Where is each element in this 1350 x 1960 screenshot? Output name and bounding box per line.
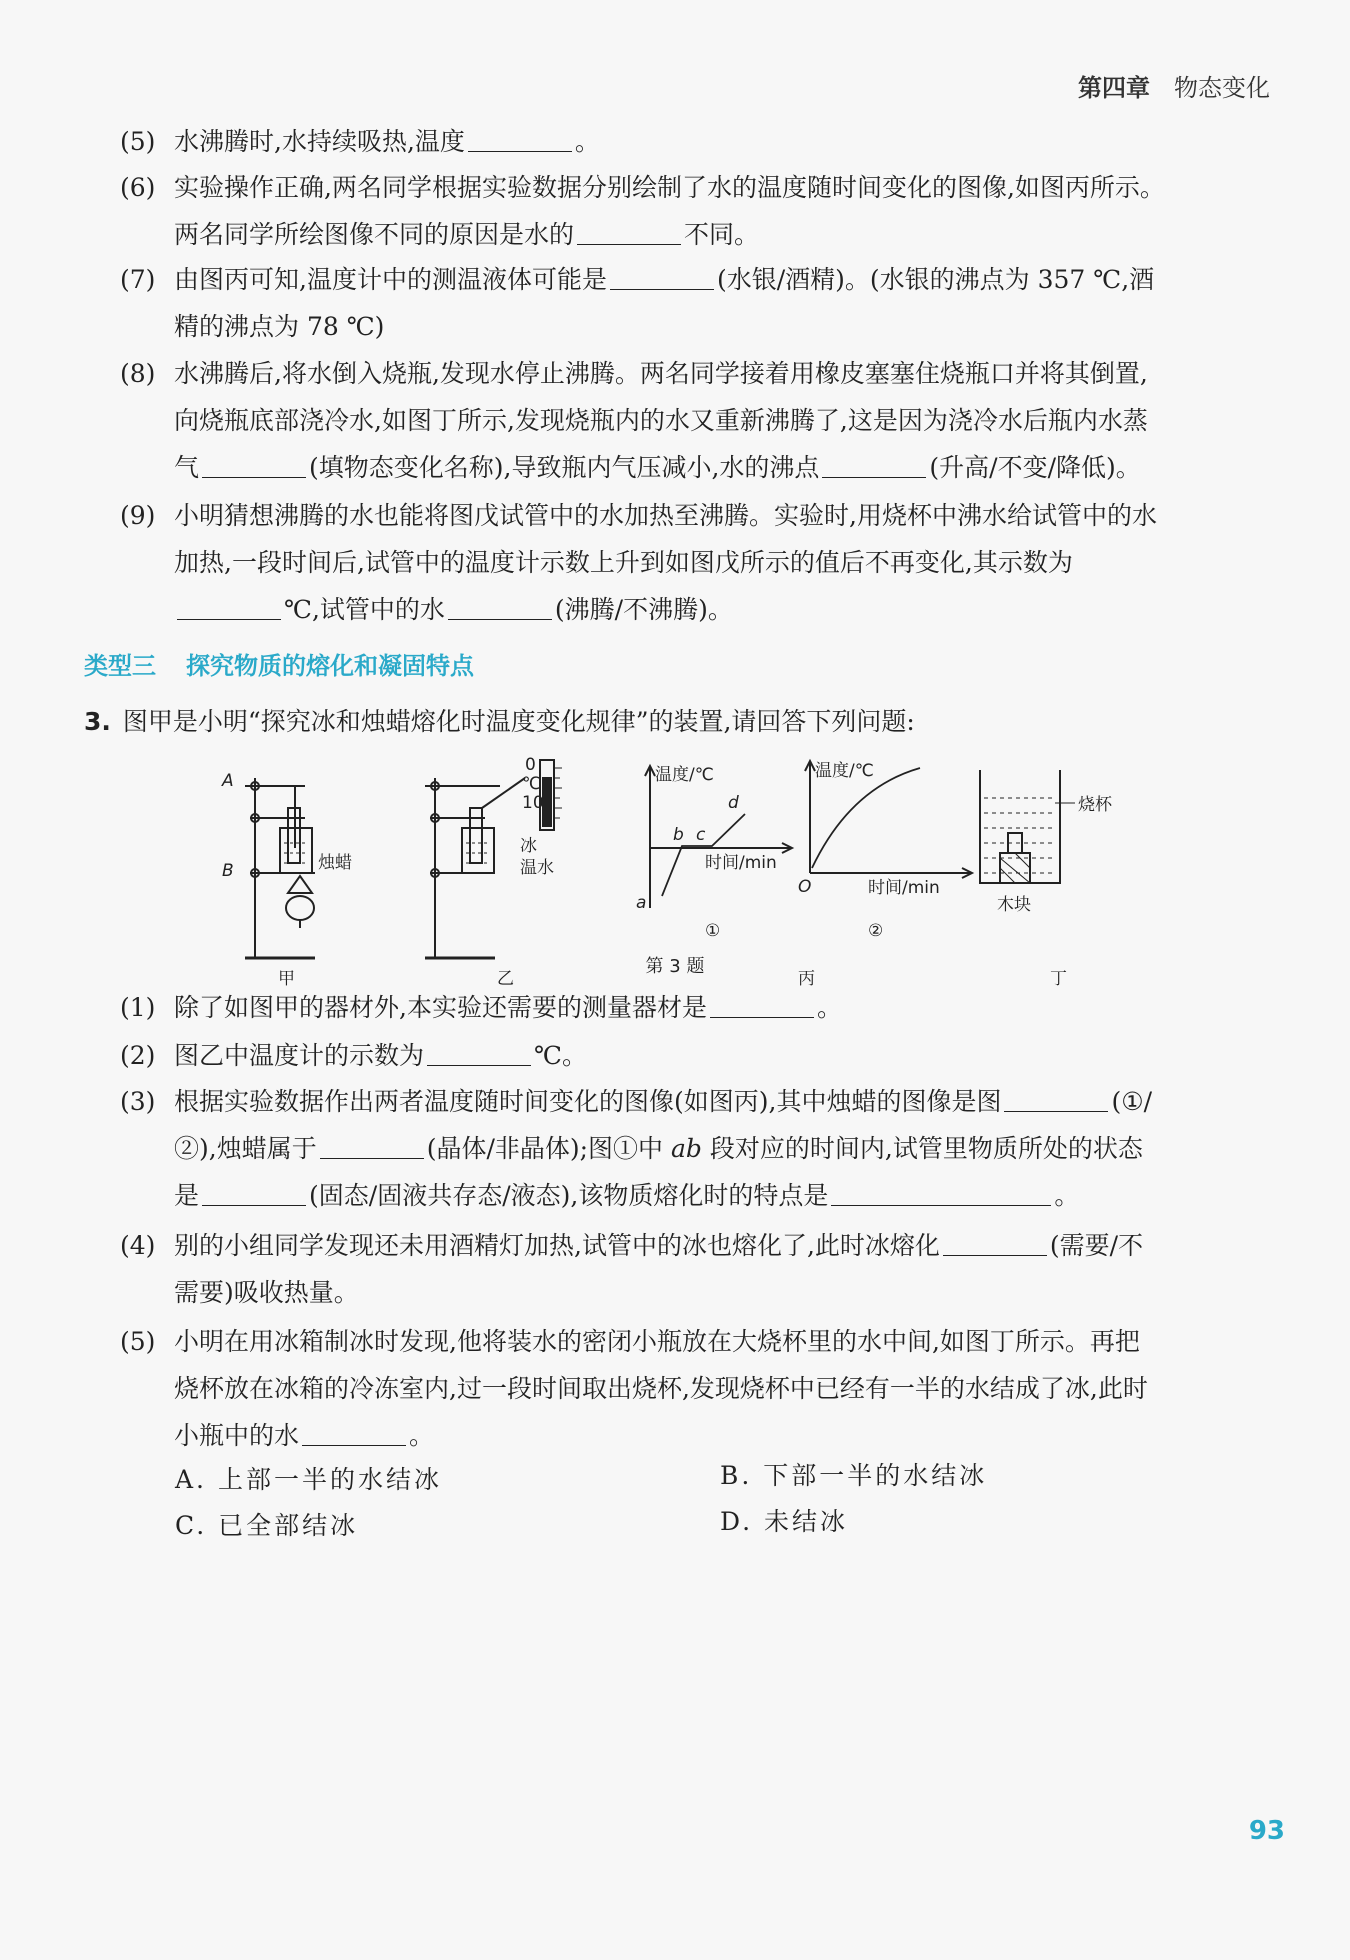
point-a: a	[636, 893, 647, 913]
label-beaker: 烧杯	[1078, 795, 1112, 815]
answer-blank[interactable]	[943, 1229, 1047, 1256]
question-text: 别的小组同学发现还未用酒精灯加热,试管中的冰也熔化了,此时冰熔化	[174, 1231, 940, 1260]
answer-blank[interactable]	[831, 1179, 1051, 1206]
question-number: (6)	[120, 173, 156, 202]
question-text: 加热,一段时间后,试管中的温度计示数上升到如图戊所示的值后不再变化,其示数为	[174, 548, 1073, 577]
question-7	[120, 256, 1270, 350]
question-text: (沸腾/不沸腾)。	[554, 595, 733, 624]
question-text: 小明猜想沸腾的水也能将图戊试管中的水加热至沸腾。实验时,用烧杯中沸水给试管中的水	[174, 501, 1157, 530]
p3-question-3	[120, 1078, 1270, 1219]
graph2-ylabel: 温度/℃	[815, 761, 874, 781]
thermo-zero: 0	[525, 755, 536, 775]
graph1-xlabel: 时间/min	[705, 853, 777, 873]
problem-3-stem	[84, 702, 915, 742]
figure-label-bing: 丙	[798, 969, 815, 988]
segment-ab: ab	[671, 1134, 702, 1163]
question-text: 图乙中温度计的示数为	[174, 1041, 425, 1070]
question-8	[120, 350, 1270, 491]
figure-label-yi: 乙	[497, 969, 514, 988]
answer-blank[interactable]	[822, 451, 926, 478]
question-text: (需要/不	[1049, 1231, 1144, 1260]
question-text: 。	[574, 127, 600, 156]
question-text: 除了如图甲的器材外,本实验还需要的测量器材是	[174, 993, 707, 1022]
section-label: 类型三	[84, 652, 156, 680]
option-c[interactable]: C. 已全部结冰	[175, 1511, 359, 1540]
question-text: (固态/固液共存态/液态),该物质熔化时的特点是	[309, 1181, 829, 1210]
question-text: 向烧瓶底部浇冷水,如图丁所示,发现烧瓶内的水又重新沸腾了,这是因为浇冷水后瓶内水蒸	[174, 406, 1148, 435]
graph1-ylabel: 温度/℃	[655, 765, 714, 785]
question-text: 由图丙可知,温度计中的测温液体可能是	[174, 265, 607, 294]
p3-question-4	[120, 1222, 1270, 1316]
p3-question-1	[120, 984, 1270, 1031]
problem-number: 3.	[84, 707, 111, 736]
question-text: 。	[1054, 1181, 1080, 1210]
label-wax: 烛蜡	[318, 853, 352, 873]
answer-blank[interactable]	[202, 1179, 306, 1206]
question-number: (7)	[120, 265, 156, 294]
question-text: (水银/酒精)。(水银的沸点为 357 ℃,酒	[716, 265, 1155, 294]
question-text: 精的沸点为 78 ℃)	[174, 312, 385, 341]
graph-2-label: ②	[868, 921, 884, 941]
question-text: 气	[174, 453, 200, 482]
question-text: 水沸腾时,水持续吸热,温度	[174, 127, 465, 156]
question-text: (升高/不变/降低)。	[929, 453, 1141, 482]
question-number: (9)	[120, 501, 156, 530]
answer-blank[interactable]	[710, 991, 814, 1018]
section-title: 探究物质的熔化和凝固特点	[186, 652, 474, 680]
label-b: B	[222, 861, 234, 881]
problem-text: 图甲是小明“探究冰和烛蜡熔化时温度变化规律”的装置,请回答下列问题:	[122, 707, 915, 736]
figure-label-jia: 甲	[278, 969, 295, 988]
question-text: 烧杯放在冰箱的冷冻室内,过一段时间取出烧杯,发现烧杯中已经有一半的水结成了冰,此时	[174, 1374, 1148, 1403]
question-text: 。	[816, 993, 842, 1022]
label-ice: 冰	[520, 836, 537, 856]
chapter-label: 第四章	[1078, 74, 1150, 102]
question-text: 需要)吸收热量。	[174, 1278, 359, 1307]
apparatus-jia	[245, 778, 315, 958]
chapter-title: 物态变化	[1174, 74, 1270, 102]
question-text: ②),烛蜡属于	[174, 1134, 317, 1163]
option-b[interactable]: B. 下部一半的水结冰	[720, 1461, 988, 1490]
thermo-unit: ℃	[522, 774, 542, 794]
question-number: (5)	[120, 127, 156, 156]
question-number: (5)	[120, 1327, 156, 1356]
question-text: (晶体/非晶体);图①中	[426, 1134, 664, 1163]
question-text: (①/	[1111, 1087, 1153, 1116]
page-header	[1078, 68, 1270, 103]
question-text: 段对应的时间内,试管里物质所处的状态	[709, 1134, 1143, 1163]
question-text: 。	[409, 1421, 435, 1450]
graph-1-label: ①	[705, 921, 721, 941]
answer-blank[interactable]	[610, 263, 714, 290]
answer-blank[interactable]	[202, 451, 306, 478]
question-text: 根据实验数据作出两者温度随时间变化的图像(如图丙),其中烛蜡的图像是图	[174, 1087, 1002, 1116]
question-text: (填物态变化名称),导致瓶内气压减小,水的沸点	[309, 453, 820, 482]
question-text: 是	[174, 1181, 200, 1210]
label-warm-water: 温水	[520, 858, 554, 878]
question-text: 小瓶中的水	[174, 1421, 300, 1450]
question-text: 水沸腾后,将水倒入烧瓶,发现水停止沸腾。两名同学接着用橡皮塞塞住烧瓶口并将其倒置,	[174, 359, 1148, 388]
question-6	[120, 164, 1270, 258]
question-number: (8)	[120, 359, 156, 388]
answer-blank[interactable]	[468, 125, 572, 152]
figure-caption: 第 3 题	[645, 956, 705, 977]
question-text: 实验操作正确,两名同学根据实验数据分别绘制了水的温度随时间变化的图像,如图丙所示。	[174, 173, 1165, 202]
label-wood-block: 木块	[997, 895, 1031, 915]
answer-blank[interactable]	[427, 1039, 531, 1066]
graph-1	[645, 766, 792, 908]
question-text: ℃,试管中的水	[284, 595, 445, 624]
thermo-ten: 10	[522, 793, 544, 813]
point-c: c	[696, 825, 706, 845]
question-number: (3)	[120, 1087, 156, 1116]
question-text: 两名同学所绘图像不同的原因是水的	[174, 220, 575, 249]
point-d: d	[728, 793, 739, 813]
question-9	[120, 492, 1270, 633]
graph2-origin: O	[798, 877, 812, 897]
question-text: 小明在用冰箱制冰时发现,他将装水的密闭小瓶放在大烧杯里的水中间,如图丁所示。再把	[174, 1327, 1140, 1356]
option-d[interactable]: D. 未结冰	[720, 1507, 849, 1536]
answer-blank[interactable]	[448, 593, 552, 620]
question-number: (1)	[120, 993, 156, 1022]
p3-question-2	[120, 1032, 1270, 1079]
answer-blank[interactable]	[577, 218, 681, 245]
point-b: b	[673, 825, 684, 845]
question-text: ℃。	[534, 1041, 587, 1070]
question-number: (2)	[120, 1041, 156, 1070]
question-number: (4)	[120, 1231, 156, 1260]
answer-blank[interactable]	[302, 1419, 406, 1446]
graph2-xlabel: 时间/min	[868, 878, 940, 898]
page-number: 93	[1248, 1816, 1285, 1846]
question-5	[120, 118, 1270, 165]
p3-question-5	[120, 1318, 1270, 1459]
answer-blank[interactable]	[320, 1132, 424, 1159]
label-a: A	[222, 771, 234, 791]
question-text: 不同。	[684, 220, 760, 249]
section-heading	[84, 646, 474, 681]
beaker-ding	[980, 770, 1075, 883]
option-a[interactable]: A. 上部一半的水结冰	[175, 1465, 442, 1494]
figure-label-ding: 丁	[1050, 969, 1067, 988]
answer-blank[interactable]	[1004, 1085, 1108, 1112]
answer-blank[interactable]	[177, 593, 281, 620]
